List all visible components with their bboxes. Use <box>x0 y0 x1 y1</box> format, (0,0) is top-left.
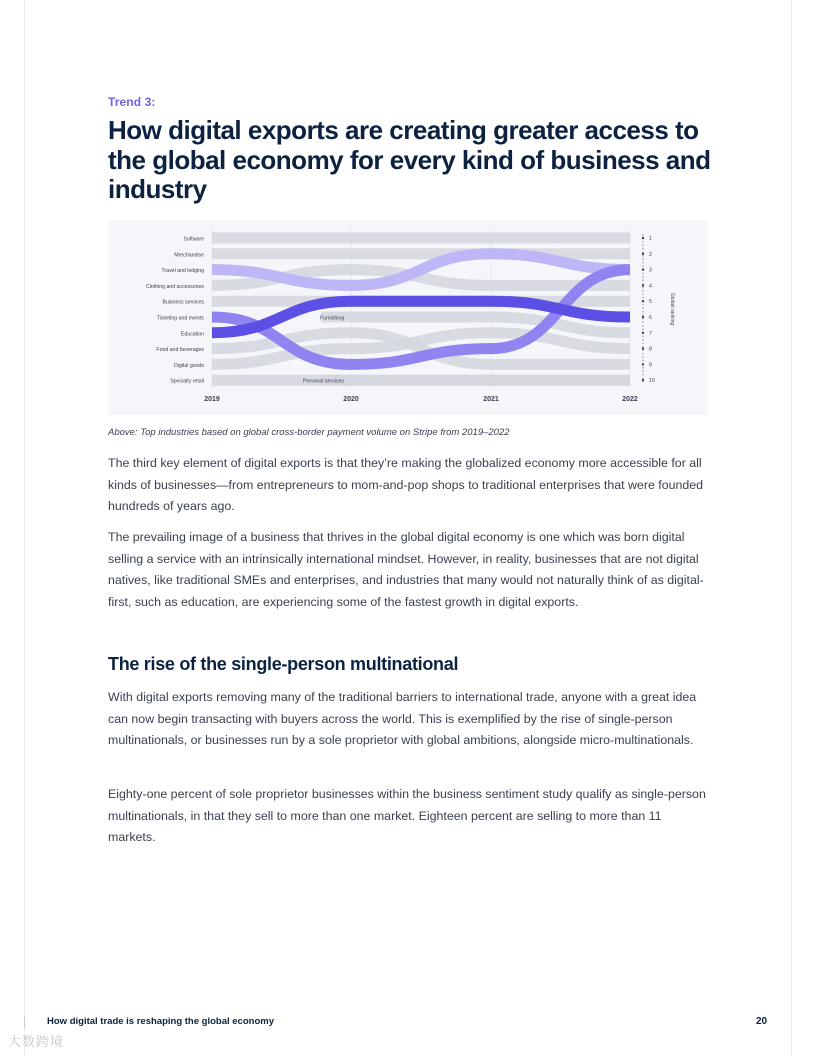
rank-dot-3 <box>642 268 644 270</box>
page-number: 20 <box>756 1016 768 1027</box>
row-label-clothing-and-accessories: Clothing and accessories <box>146 283 204 290</box>
section-heading: The rise of the single-person multinational <box>108 654 459 674</box>
rank-dot-1 <box>642 237 644 239</box>
year-label-2020: 2020 <box>343 396 359 403</box>
rank-dot-8 <box>642 347 644 349</box>
page-title: How digital exports are creating greater access to the global economy for every kind of business and industry <box>108 115 711 204</box>
footer-rule <box>24 1016 25 1028</box>
rank-dot-9 <box>642 363 644 365</box>
row-label-travel-and-lodging: Travel and lodging <box>161 268 204 275</box>
rank-dot-6 <box>642 316 644 318</box>
rank-label-4: 4 <box>649 283 652 290</box>
rank-dot-5 <box>642 300 644 302</box>
inline-label-personal-services: Personal services <box>303 378 344 385</box>
row-label-business-services: Business services <box>162 299 204 306</box>
rank-label-8: 8 <box>649 346 652 353</box>
rank-label-1: 1 <box>649 236 652 242</box>
industry-ranking-chart <box>108 220 708 415</box>
section-paragraph-2: Eighty-one percent of sole proprietor businesses within the business sentiment study qualify as single-person multinationals, in that they sell to more than one market. Eighteen percent are selling to more than 11 markets. <box>108 787 706 844</box>
bump-chart-svg <box>108 220 708 415</box>
watermark-logo: 大数跨境 <box>8 1034 65 1049</box>
body-paragraph-2: The prevailing image of a business that thrives in the global digital economy is one which was born digital selling a service with an intrinsically international mindset. However, in reality, businesses that are not digital natives, like traditional SMEs and enterprises, and industries that many would not naturally think of as digital-first, such as education, are experiencing some of the fastest growth in digital exports. <box>108 530 704 609</box>
rank-label-10: 10 <box>649 378 655 385</box>
rank-dot-2 <box>642 253 644 255</box>
row-label-education: Education <box>180 331 204 338</box>
footer-title: How digital trade is reshaping the global economy <box>47 1016 274 1027</box>
row-label-digital-goods: Digital goods <box>174 362 204 369</box>
row-label-ticketing-and-events: Ticketing and events <box>156 315 204 322</box>
y-axis-label: Global ranking <box>669 292 675 326</box>
year-label-2022: 2022 <box>622 396 638 403</box>
rank-label-9: 9 <box>649 362 652 369</box>
chart-caption: Above: Top industries based on global cross-border payment volume on Stripe from 2019–2022 <box>108 427 510 438</box>
rank-label-2: 2 <box>649 251 652 258</box>
rank-label-3: 3 <box>649 267 652 274</box>
row-label-specialty-retail: Specialty retail <box>170 378 204 385</box>
body-paragraph-1: The third key element of digital exports is that they’re making the globalized economy more accessible for all kinds of businesses—from entrepreneurs to mom-and-pop shops to traditional enterprises that were founded hundreds of years ago. <box>108 456 704 513</box>
row-label-food-and-beverages: Food and beverages <box>156 347 204 354</box>
year-label-2021: 2021 <box>483 396 499 403</box>
rank-label-5: 5 <box>649 299 652 306</box>
row-label-software: Software <box>183 236 204 243</box>
year-label-2019: 2019 <box>204 396 220 403</box>
section-paragraph-1: With digital exports removing many of the traditional barriers to international trade, anyone with a great idea can now begin transacting with buyers across the world. This is exemplified by the rise of single-person multinationals, or businesses run by a sole proprietor with global ambitions, alongside micro-multinationals. <box>108 690 697 747</box>
rank-dot-10 <box>642 379 644 381</box>
inline-label-furnishing: Furnishing <box>320 315 345 322</box>
row-label-merchandise: Merchandise <box>174 252 204 259</box>
rank-dot-4 <box>642 284 644 286</box>
rank-label-7: 7 <box>649 330 652 337</box>
trend-eyebrow: Trend 3: <box>108 95 156 109</box>
rank-label-6: 6 <box>649 315 652 321</box>
rank-dot-7 <box>642 332 644 334</box>
